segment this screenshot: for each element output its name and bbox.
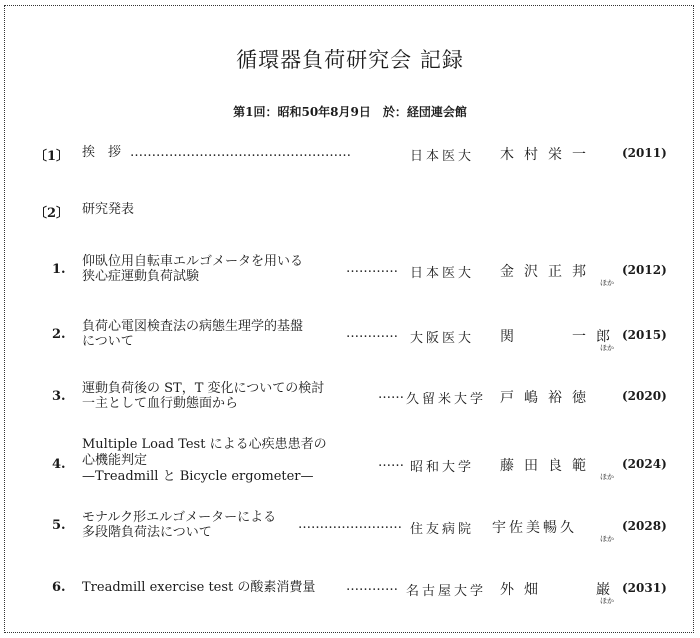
talk-number: 2. <box>52 327 66 342</box>
talk-ref: (2031) <box>622 581 667 595</box>
talk-leader: ………… <box>346 326 398 341</box>
talk-title-line: Multiple Load Test による心疾患患者の <box>82 437 327 452</box>
talk-ref: (2024) <box>622 457 667 471</box>
talk-title-line: モナルク形エルゴメーターによる <box>82 510 277 525</box>
talk-speaker: 金沢正邦 <box>500 264 596 280</box>
talk-number: 1. <box>52 262 66 277</box>
section1-label: 〔1〕 <box>34 149 70 164</box>
talk-title-line: —Treadmill と Bicycle ergometer— <box>82 469 314 484</box>
talk-speaker: 戸嶋裕徳 <box>500 390 596 406</box>
section2-title: 研究発表 <box>82 202 135 217</box>
talk-institution: 住友病院 <box>410 522 475 537</box>
section1-institution: 日本医大 <box>410 149 475 164</box>
talk-ref: (2015) <box>622 328 667 342</box>
talk-speaker: 藤田良範 <box>500 458 596 474</box>
talk-institution: 大阪医大 <box>410 331 475 346</box>
page-title: 循環器負荷研究会 記録 <box>236 48 464 72</box>
talk-title-line: 心機能判定 <box>82 453 148 468</box>
talk-leader: ………… <box>346 579 398 594</box>
talk-institution: 久留米大学 <box>406 392 487 407</box>
talk-title-line: 一主として血行動態面から <box>82 396 239 411</box>
talk-hoka: ほか <box>600 535 614 543</box>
meeting-info: 第1回：昭和50年8月9日 於：経団連会館 <box>233 105 467 119</box>
talk-institution: 日本医大 <box>410 266 475 281</box>
section1-speaker: 木村栄一 <box>500 147 596 163</box>
talk-leader: …… <box>378 387 404 402</box>
talk-number: 3. <box>52 389 66 404</box>
talk-speaker: 宇佐美暢久 <box>492 520 577 536</box>
talk-title-line: について <box>82 334 134 349</box>
talk-institution: 名古屋大学 <box>406 584 487 599</box>
talk-speaker: 外畑 巌 <box>500 582 620 598</box>
talk-leader: …… <box>378 455 404 470</box>
talk-leader: ………… <box>346 261 398 276</box>
section1-leader: …………………………………………… <box>130 145 351 160</box>
talk-title-line: 運動負荷後の ST，T 変化についての検討 <box>82 381 325 396</box>
talk-title-line: 多段階負荷法について <box>82 525 212 540</box>
talk-ref: (2028) <box>622 519 667 533</box>
talk-title-line: 仰臥位用自転車エルゴメータを用いる <box>82 254 304 269</box>
talk-speaker: 関 一郎 <box>500 329 620 345</box>
talk-hoka: ほか <box>600 344 614 352</box>
talk-hoka: ほか <box>600 279 614 287</box>
talk-hoka: ほか <box>600 473 614 481</box>
talk-number: 5. <box>52 518 66 533</box>
talk-institution: 昭和大学 <box>410 460 475 475</box>
talk-hoka: ほか <box>600 597 614 605</box>
talk-number: 4. <box>52 457 66 472</box>
section2-label: 〔2〕 <box>34 206 70 221</box>
section1-ref: (2011) <box>622 146 667 160</box>
talk-title-line: 負荷心電図検査法の病態生理学的基盤 <box>82 319 304 334</box>
talk-title-line: Treadmill exercise test の酸素消費量 <box>82 580 316 595</box>
talk-leader: …………………… <box>298 517 402 532</box>
section1-title: 挨 拶 <box>82 145 122 160</box>
talk-ref: (2012) <box>622 263 667 277</box>
talk-ref: (2020) <box>622 389 667 403</box>
talk-title-line: 狭心症運動負荷試験 <box>82 269 200 284</box>
talk-number: 6. <box>52 580 66 595</box>
